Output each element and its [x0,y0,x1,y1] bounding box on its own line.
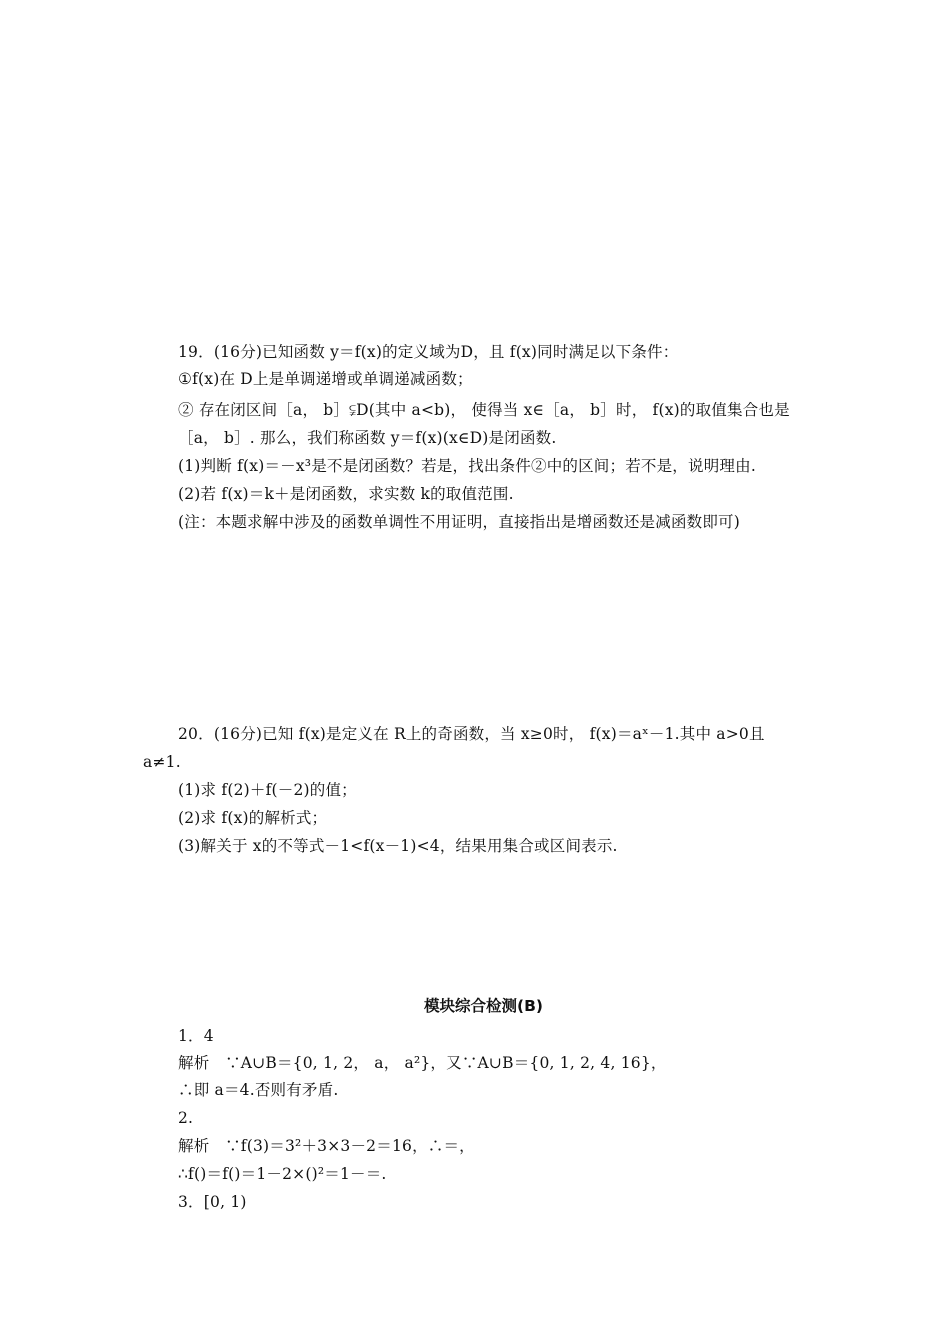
answer-3: 3．[0, 1) [178,1193,247,1211]
answer-2-analysis: 解析 ∵f(3)＝3²＋3×3－2＝16，∴＝， [178,1137,475,1155]
answer-1-analysis: 解析 ∵A∪B＝{0, 1, 2， a， a²}，又∵A∪B＝{0, 1, 2, 4, 16}， [178,1054,667,1072]
q20-part-2: (2)求 f(x)的解析式； [178,809,328,827]
q19-part-1: (1)判断 f(x)＝－x³是不是闭函数？若是，找出条件②中的区间；若不是，说明理由. [178,457,756,475]
answer-2: 2. [178,1109,194,1127]
q19-condition-2-line-1: ② 存在闭区间［a， b］⫋D(其中 a<b)， 使得当 x∈［a， b］时， f(x)的取值集合也是 [178,401,790,419]
q19-note: (注：本题求解中涉及的函数单调性不用证明，直接指出是增函数还是减函数即可) [178,513,740,531]
q20-part-3: (3)解关于 x的不等式－1<f(x－1)<4，结果用集合或区间表示. [178,837,618,855]
answer-2-conclusion: ∴f()＝f()＝1－2×()²＝1－＝. [178,1165,387,1183]
q19-part-2: (2)若 f(x)＝k＋是闭函数，求实数 k的取值范围. [178,485,514,503]
answer-1: 1．4 [178,1027,214,1045]
q20-stem-line-1: 20．(16分)已知 f(x)是定义在 R上的奇函数，当 x≥0时， f(x)＝aˣ－1.其中 a>0且 [178,725,765,743]
q19-condition-1: ①f(x)在 D上是单调递增或单调递减函数； [178,370,473,388]
q19-condition-2-line-2: ［a， b］. 那么，我们称函数 y＝f(x)(x∈D)是闭函数. [178,429,557,447]
answer-section-title: 模块综合检测(B) [424,997,543,1015]
q20-stem-line-2: a≠1. [143,753,181,771]
q19-stem: 19．(16分)已知函数 y＝f(x)的定义域为D，且 f(x)同时满足以下条件： [178,343,679,361]
answer-1-conclusion: ∴即 a＝4.否则有矛盾. [178,1081,339,1099]
q20-part-1: (1)求 f(2)＋f(－2)的值； [178,781,357,799]
